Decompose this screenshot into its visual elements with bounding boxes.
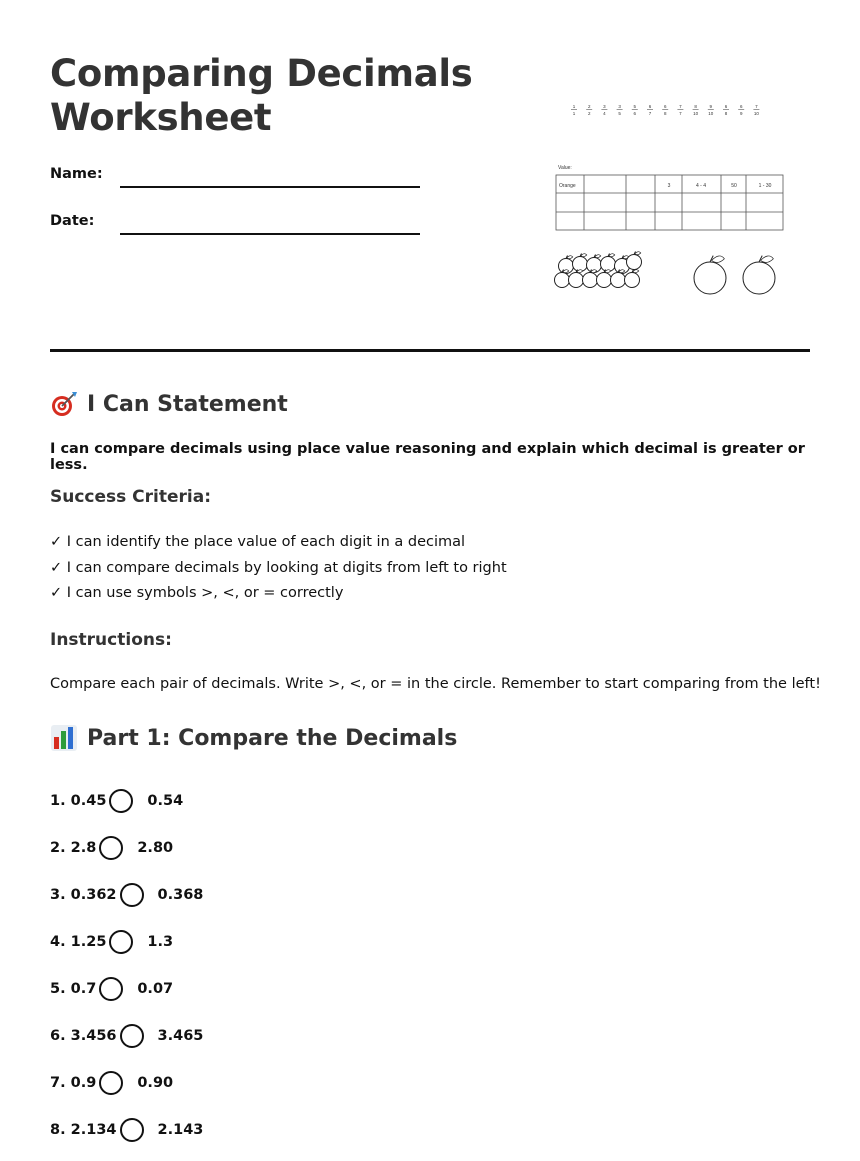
answer-circle[interactable] bbox=[109, 930, 133, 954]
fraction-numerator: 8 bbox=[694, 104, 697, 109]
problem-right: 2.80 bbox=[137, 839, 174, 856]
i-can-statement: I can compare decimals using place value reasoning and explain which decimal is greater or less. bbox=[50, 441, 805, 473]
fraction-denominator: 5 bbox=[618, 111, 621, 116]
i-can-heading-text: I Can Statement bbox=[87, 391, 288, 417]
answer-circle[interactable] bbox=[120, 1024, 144, 1048]
fraction-denominator: 10 bbox=[708, 111, 714, 116]
name-label: Name: bbox=[50, 166, 103, 182]
apple-icon bbox=[743, 262, 775, 294]
problem-right: 1.3 bbox=[147, 933, 174, 950]
table-cell: Orange bbox=[559, 183, 576, 189]
problem-row bbox=[50, 965, 203, 1012]
fraction-denominator: 4 bbox=[603, 111, 606, 116]
apple-icon bbox=[573, 257, 588, 272]
problem-left: 3. 0.362 bbox=[50, 886, 117, 903]
problem-list bbox=[50, 777, 203, 1153]
apple-icon bbox=[627, 255, 642, 270]
problem-row bbox=[50, 1106, 203, 1153]
table-cell: 1 - 30 bbox=[758, 183, 772, 189]
success-criteria-heading: Success Criteria: bbox=[50, 487, 212, 507]
answer-circle[interactable] bbox=[99, 1071, 123, 1095]
problem-left: 5. 0.7 bbox=[50, 980, 97, 997]
fraction-numerator: 1 bbox=[572, 104, 576, 109]
fraction-numerator: 5 bbox=[633, 104, 637, 109]
problem-right: 3.465 bbox=[157, 1027, 204, 1044]
instructions-heading: Instructions: bbox=[50, 630, 172, 650]
problem-right: 0.90 bbox=[137, 1074, 174, 1091]
criteria-item: ✓ I can identify the place value of each digit in a decimal bbox=[50, 534, 466, 550]
table-cell: 4 - 4 bbox=[695, 183, 707, 189]
apple-icon bbox=[583, 273, 598, 288]
problem-row bbox=[50, 918, 203, 965]
table-row bbox=[559, 183, 772, 189]
apple-icon bbox=[625, 273, 640, 288]
apple-icon bbox=[569, 273, 584, 288]
table-cell: 3 bbox=[667, 183, 671, 189]
problem-left: 6. 3.456 bbox=[50, 1027, 117, 1044]
problem-row bbox=[50, 1012, 203, 1059]
apple-icon bbox=[555, 273, 570, 288]
apple-pair-icon bbox=[694, 256, 775, 294]
fraction-numerator: 7 bbox=[755, 104, 758, 109]
apple-icon bbox=[597, 273, 612, 288]
fraction-denominator: 6 bbox=[633, 111, 637, 116]
table-cell: 50 bbox=[731, 183, 737, 189]
problem-right: 0.54 bbox=[147, 792, 184, 809]
name-field[interactable] bbox=[120, 186, 420, 188]
fraction-numerator: 2 bbox=[587, 104, 591, 109]
answer-circle[interactable] bbox=[109, 789, 133, 813]
fraction-denominator: 10 bbox=[753, 111, 759, 116]
fraction-numerator: 6 bbox=[663, 104, 667, 109]
fraction-denominator: 1 bbox=[572, 111, 576, 116]
fraction-numerator: 6 bbox=[724, 104, 728, 109]
criteria-item: ✓ I can compare decimals by looking at digits from left to right bbox=[50, 559, 507, 576]
answer-circle[interactable] bbox=[99, 836, 123, 860]
problem-left: 4. 1.25 bbox=[50, 933, 107, 950]
problem-row bbox=[50, 871, 203, 918]
fraction-numerator: 3 bbox=[618, 104, 621, 109]
fraction-numerator: 7 bbox=[679, 104, 682, 109]
apple-icon bbox=[611, 273, 626, 288]
answer-circle[interactable] bbox=[120, 883, 144, 907]
fraction-denominator: 10 bbox=[693, 111, 699, 116]
i-can-heading bbox=[50, 390, 288, 418]
success-criteria-list bbox=[50, 532, 810, 609]
problem-row bbox=[50, 824, 203, 871]
header-divider bbox=[50, 349, 810, 352]
fraction-strip bbox=[571, 104, 759, 116]
problem-row bbox=[50, 777, 203, 824]
page-title bbox=[50, 52, 472, 140]
fraction-denominator: 7 bbox=[648, 111, 652, 116]
answer-circle[interactable] bbox=[99, 977, 123, 1001]
bar-chart-icon bbox=[50, 724, 78, 752]
fraction-denominator: 2 bbox=[587, 111, 591, 116]
apple-icon bbox=[601, 257, 616, 272]
apple-group-icon bbox=[555, 252, 642, 288]
fraction-numerator: 3 bbox=[603, 104, 606, 109]
problem-left: 8. 2.134 bbox=[50, 1121, 117, 1138]
problem-left: 2. 2.8 bbox=[50, 839, 97, 856]
worksheet-illustration bbox=[553, 100, 788, 300]
fraction-numerator: 6 bbox=[739, 104, 743, 109]
instructions-text: Compare each pair of decimals. Write >, <, or = in the circle. Remember to start comparing from the left! bbox=[50, 676, 821, 692]
part1-heading bbox=[50, 724, 457, 752]
answer-circle[interactable] bbox=[120, 1118, 144, 1142]
problem-right: 2.143 bbox=[157, 1121, 204, 1138]
problem-row bbox=[50, 1059, 203, 1106]
part1-heading-text: Part 1: Compare the Decimals bbox=[87, 725, 458, 751]
date-field[interactable] bbox=[120, 233, 420, 235]
problem-right: 0.368 bbox=[157, 886, 204, 903]
fraction-numerator: 9 bbox=[709, 104, 713, 109]
problem-left: 1. 0.45 bbox=[50, 792, 107, 809]
target-icon bbox=[50, 390, 78, 418]
fraction-denominator: 9 bbox=[739, 111, 743, 116]
problem-right: 0.07 bbox=[137, 980, 174, 997]
title-line-2: Worksheet bbox=[50, 96, 272, 139]
apple-leaf bbox=[712, 256, 725, 263]
table-caption: Value: bbox=[558, 165, 572, 171]
fraction-denominator: 8 bbox=[663, 111, 667, 116]
date-label: Date: bbox=[50, 213, 95, 229]
criteria-item: ✓ I can use symbols >, <, or = correctly bbox=[50, 585, 344, 601]
apple-leaf bbox=[761, 256, 774, 263]
fraction-denominator: 8 bbox=[724, 111, 728, 116]
fraction-denominator: 7 bbox=[679, 111, 682, 116]
apple-icon bbox=[694, 262, 726, 294]
title-line-1: Comparing Decimals bbox=[50, 52, 473, 95]
problem-left: 7. 0.9 bbox=[50, 1074, 97, 1091]
fraction-numerator: 6 bbox=[648, 104, 652, 109]
